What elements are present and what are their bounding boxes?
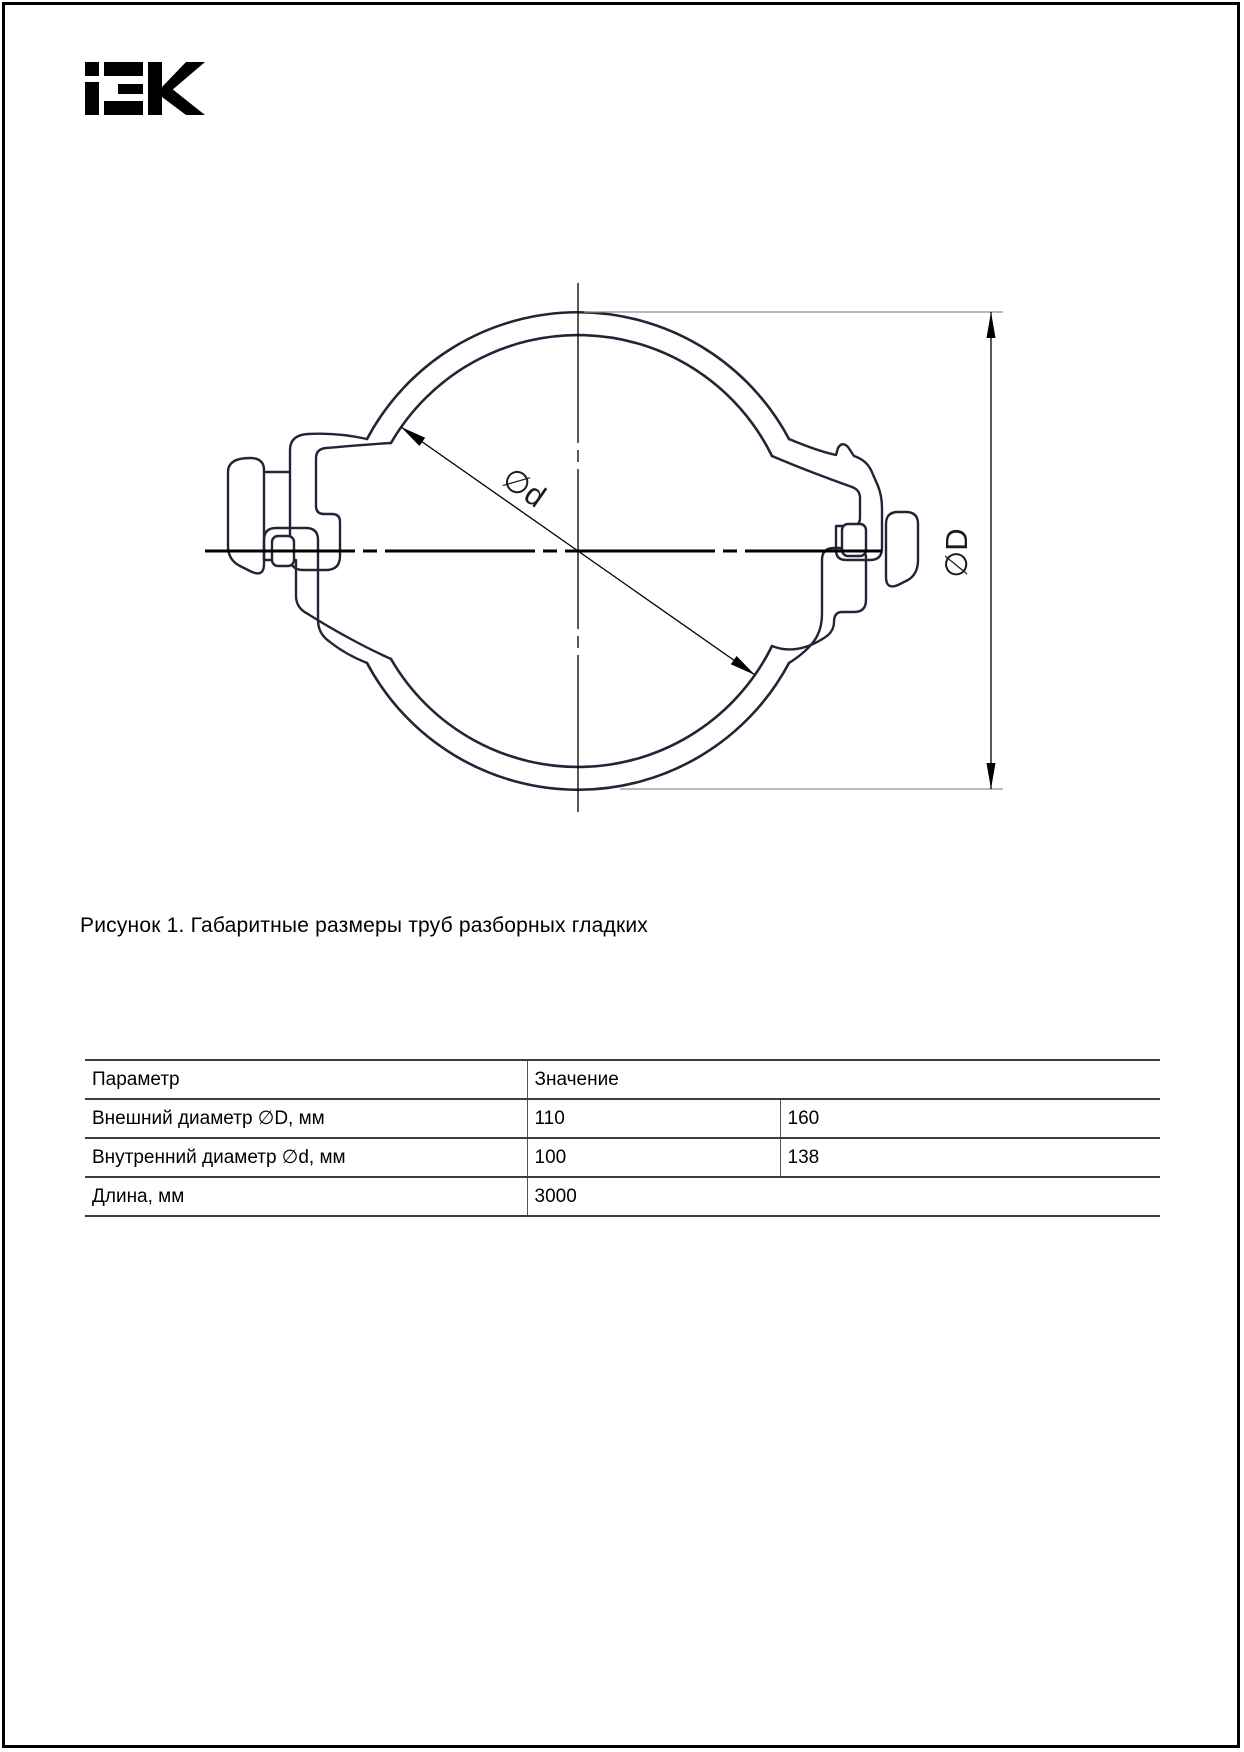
header-parameter: Параметр xyxy=(85,1060,527,1099)
left-latch-detail xyxy=(228,434,391,663)
row-value-1: 110 xyxy=(527,1099,780,1138)
outer-diameter-label: ∅D xyxy=(939,528,974,578)
parameters-table xyxy=(85,1059,1160,1217)
row-label: Внутренний диаметр ∅d, мм xyxy=(85,1138,527,1177)
inner-diameter-label: ∅d xyxy=(495,460,553,515)
row-value-1: 100 xyxy=(527,1138,780,1177)
row-label: Внешний диаметр ∅D, мм xyxy=(85,1099,527,1138)
figure-caption: Рисунок 1. Габаритные размеры труб разборных гладких xyxy=(80,914,648,937)
table-row xyxy=(85,1099,1160,1138)
row-label: Длина, мм xyxy=(85,1177,527,1216)
row-value-1: 3000 xyxy=(527,1177,1160,1216)
row-value-2: 160 xyxy=(780,1099,1160,1138)
row-value-2: 138 xyxy=(780,1138,1160,1177)
table-header-row xyxy=(85,1060,1160,1099)
table-row xyxy=(85,1138,1160,1177)
header-value: Значение xyxy=(527,1060,1160,1099)
table-row xyxy=(85,1177,1160,1216)
